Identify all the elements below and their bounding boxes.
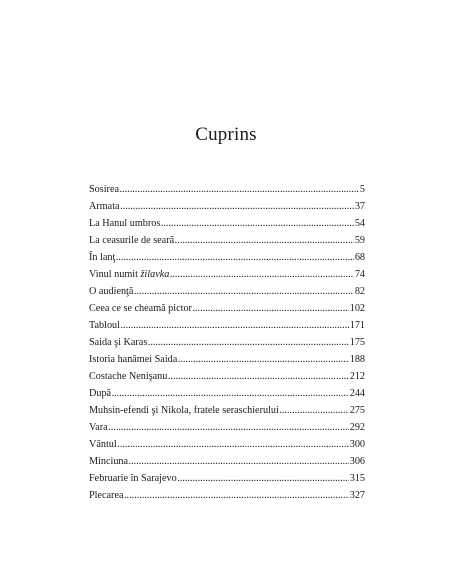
toc-entry-title: Sosirea xyxy=(89,184,119,195)
toc-entry xyxy=(89,487,365,504)
toc-entry xyxy=(89,266,365,283)
toc-entry-title: Plecarea xyxy=(89,490,124,501)
toc-entry-page: 175 xyxy=(349,337,365,348)
toc-entry-title: Costache Nenişanu xyxy=(89,371,168,382)
toc-entry-page: 244 xyxy=(349,388,365,399)
toc-entry-page: 306 xyxy=(349,456,365,467)
toc-entry-title: Tabloul xyxy=(89,320,120,331)
toc-entry-page: 102 xyxy=(349,303,365,314)
toc-entry-page: 212 xyxy=(349,371,365,382)
toc-entry-title: La Hanul umbros xyxy=(89,218,161,229)
toc-entry-page: 54 xyxy=(354,218,365,229)
toc-entry xyxy=(89,453,365,470)
toc-entry-title: În lanţ xyxy=(89,252,116,263)
toc-entry-page: 82 xyxy=(354,286,365,297)
toc-dot-leader xyxy=(134,283,354,300)
toc-entry xyxy=(89,215,365,232)
toc-entry xyxy=(89,385,365,402)
toc-entry-title: La ceasurile de seară xyxy=(89,235,175,246)
toc-dot-leader xyxy=(117,436,349,453)
toc-entry-page: 171 xyxy=(349,320,365,331)
toc-entry xyxy=(89,402,365,419)
toc-entry-page: 275 xyxy=(349,405,365,416)
toc-entry xyxy=(89,436,365,453)
toc-dot-leader xyxy=(279,402,349,419)
toc-entry-title: După xyxy=(89,388,112,399)
toc-dot-leader xyxy=(170,266,354,283)
toc-entry-title-italic: žilavka xyxy=(140,269,170,280)
toc-dot-leader xyxy=(112,385,350,402)
toc-dot-leader xyxy=(168,368,349,385)
toc-entry-page: 5 xyxy=(359,184,365,195)
toc-entry-title: Muhsin-efendi şi Nikola, fratele seraschierului xyxy=(89,405,279,416)
toc-entry-title: O audienţă xyxy=(89,286,134,297)
toc-entry-title xyxy=(89,266,169,283)
table-of-contents xyxy=(89,181,365,504)
toc-dot-leader xyxy=(148,334,349,351)
toc-entry-title: Istoria hanâmei Saida xyxy=(89,354,178,365)
toc-entry xyxy=(89,181,365,198)
toc-entry-title: Vara xyxy=(89,422,108,433)
toc-entry-page: 74 xyxy=(354,269,365,280)
toc-entry xyxy=(89,351,365,368)
toc-dot-leader xyxy=(124,487,349,504)
toc-entry-page: 68 xyxy=(354,252,365,263)
toc-entry xyxy=(89,249,365,266)
toc-entry xyxy=(89,198,365,215)
toc-dot-leader xyxy=(116,249,355,266)
toc-entry xyxy=(89,334,365,351)
toc-entry-title: Saida şi Karas xyxy=(89,337,148,348)
toc-dot-leader xyxy=(120,181,360,198)
toc-entry xyxy=(89,419,365,436)
toc-entry-title-plain: Vinul numit xyxy=(89,269,141,280)
toc-dot-leader xyxy=(177,470,349,487)
toc-dot-leader xyxy=(161,215,355,232)
toc-entry xyxy=(89,368,365,385)
toc-entry-page: 327 xyxy=(349,490,365,501)
toc-entry-title: Ceea ce se cheamă pictor xyxy=(89,303,192,314)
toc-entry xyxy=(89,470,365,487)
toc-entry-page: 59 xyxy=(354,235,365,246)
toc-dot-leader xyxy=(178,351,349,368)
toc-entry xyxy=(89,232,365,249)
toc-entry-page: 315 xyxy=(349,473,365,484)
toc-entry-title: Vântul xyxy=(89,439,117,450)
toc-dot-leader xyxy=(108,419,349,436)
toc-entry-page: 37 xyxy=(354,201,365,212)
page-title: Cuprins xyxy=(195,124,257,145)
toc-dot-leader xyxy=(192,300,349,317)
toc-entry-title: Minciuna xyxy=(89,456,129,467)
toc-dot-leader xyxy=(120,317,349,334)
toc-dot-leader xyxy=(175,232,355,249)
toc-entry-title: Februarie în Sarajevo xyxy=(89,473,177,484)
toc-entry-page: 292 xyxy=(349,422,365,433)
toc-entry-page: 300 xyxy=(349,439,365,450)
toc-dot-leader xyxy=(120,198,354,215)
toc-entry xyxy=(89,300,365,317)
toc-entry-page: 188 xyxy=(349,354,365,365)
toc-entry xyxy=(89,283,365,300)
toc-entry-title: Armata xyxy=(89,201,120,212)
toc-dot-leader xyxy=(129,453,350,470)
toc-entry xyxy=(89,317,365,334)
